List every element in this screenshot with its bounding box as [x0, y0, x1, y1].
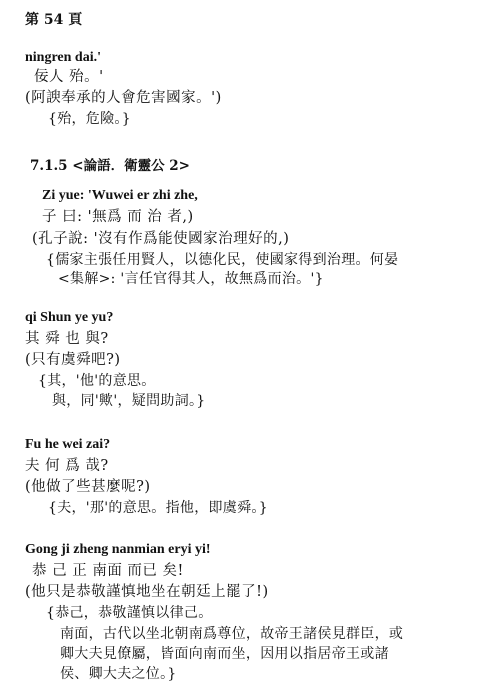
annotation-note: {儒家主張任用賢人，以德化民，使國家得到治理。何晏 — [46, 252, 399, 268]
annotation-note: 南面，古代以坐北朝南爲尊位，故帝王諸侯見群臣，或 — [60, 626, 404, 642]
pinyin-line: ningren dai.' — [25, 50, 101, 65]
classical-text: 其 舜 也 與? — [25, 331, 109, 347]
classical-text: 佞人 殆。' — [34, 69, 104, 85]
annotation-note: <集解>: '言任官得其人，故無爲而治。'} — [58, 271, 324, 287]
pinyin-line: Zi yue: 'Wuwei er zhi zhe, — [42, 188, 198, 203]
annotation-note: {殆，危險。} — [48, 111, 131, 127]
section-heading: 7.1.5 <論語．衛靈公 2> — [30, 158, 190, 174]
annotation-note: 卿大夫見僚屬，皆面向南而坐，因用以指居帝王或諸 — [60, 646, 389, 662]
translation-line: (他做了些甚麼呢?) — [25, 479, 151, 495]
translation-line: (孔子說: '沒有作爲能使國家治理好的,) — [32, 231, 290, 247]
annotation-note: 侯、卿大夫之位。} — [60, 666, 177, 682]
annotation-note: {恭己，恭敬謹慎以律己。 — [46, 605, 213, 621]
annotation-note: {夫，'那'的意思。指他，即虞舜。} — [48, 500, 268, 516]
classical-text: 夫 何 爲 哉? — [25, 458, 109, 474]
annotation-note: {其，'他'的意思。 — [38, 373, 156, 389]
pinyin-line: qi Shun ye yu? — [25, 310, 114, 325]
page-label: 第 54 頁 — [25, 12, 83, 28]
translation-line: (阿諛奉承的人會危害國家。') — [25, 90, 222, 106]
classical-text: 恭 己 正 南面 而已 矣! — [32, 563, 184, 579]
translation-line: (他只是恭敬謹慎地坐在朝廷上罷了!) — [25, 584, 269, 600]
annotation-note: 與，同'歟'，疑問助詞。} — [52, 393, 206, 409]
classical-text: 子 曰: '無爲 而 治 者,) — [42, 209, 194, 225]
pinyin-line: Gong ji zheng nanmian eryi yi! — [25, 542, 211, 557]
translation-line: (只有虞舜吧?) — [25, 352, 121, 368]
pinyin-line: Fu he wei zai? — [25, 437, 111, 452]
